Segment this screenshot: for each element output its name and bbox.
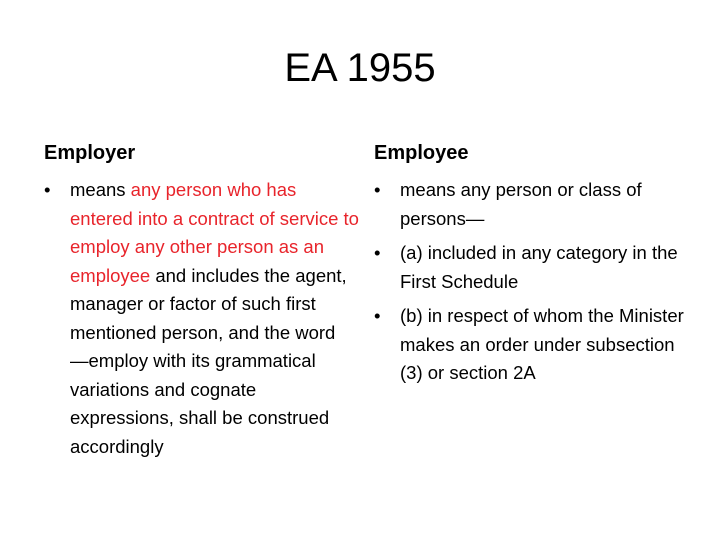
employer-definition-text — [70, 179, 359, 457]
employee-definition-item — [374, 176, 694, 233]
employee-definition-item — [374, 302, 694, 388]
bullet-icon: • — [44, 179, 51, 200]
employee-definition-item — [374, 239, 694, 296]
employer-definition-highlight: any person who has entered into a contract of service to employ any other person as an employee — [70, 179, 359, 286]
employee-column — [374, 140, 694, 394]
slide-title: EA 1955 — [284, 46, 436, 90]
employer-column — [44, 140, 364, 461]
employer-bullet-list — [44, 176, 364, 461]
bullet-icon: • — [374, 305, 381, 326]
employee-bullet-list — [374, 176, 694, 388]
employer-heading: Employer — [44, 142, 136, 164]
employer-definition-segment: means — [70, 179, 131, 200]
employer-definition-item — [44, 176, 364, 461]
employee-definition-text: (a) included in any category in the First Schedule — [400, 242, 678, 292]
bullet-icon: • — [374, 242, 381, 263]
bullet-icon: • — [374, 179, 381, 200]
employer-definition-segment: and includes the agent, manager or factor of such first mentioned person, and the word ―employ with its grammatical variations and cognate expressions, shall be construed accordingly — [70, 264, 347, 457]
employee-definition-text: means any person or class of persons― — [400, 179, 642, 229]
employee-heading: Employee — [374, 142, 469, 164]
employee-definition-text: (b) in respect of whom the Minister makes an order under subsection (3) or section 2A — [400, 305, 684, 383]
